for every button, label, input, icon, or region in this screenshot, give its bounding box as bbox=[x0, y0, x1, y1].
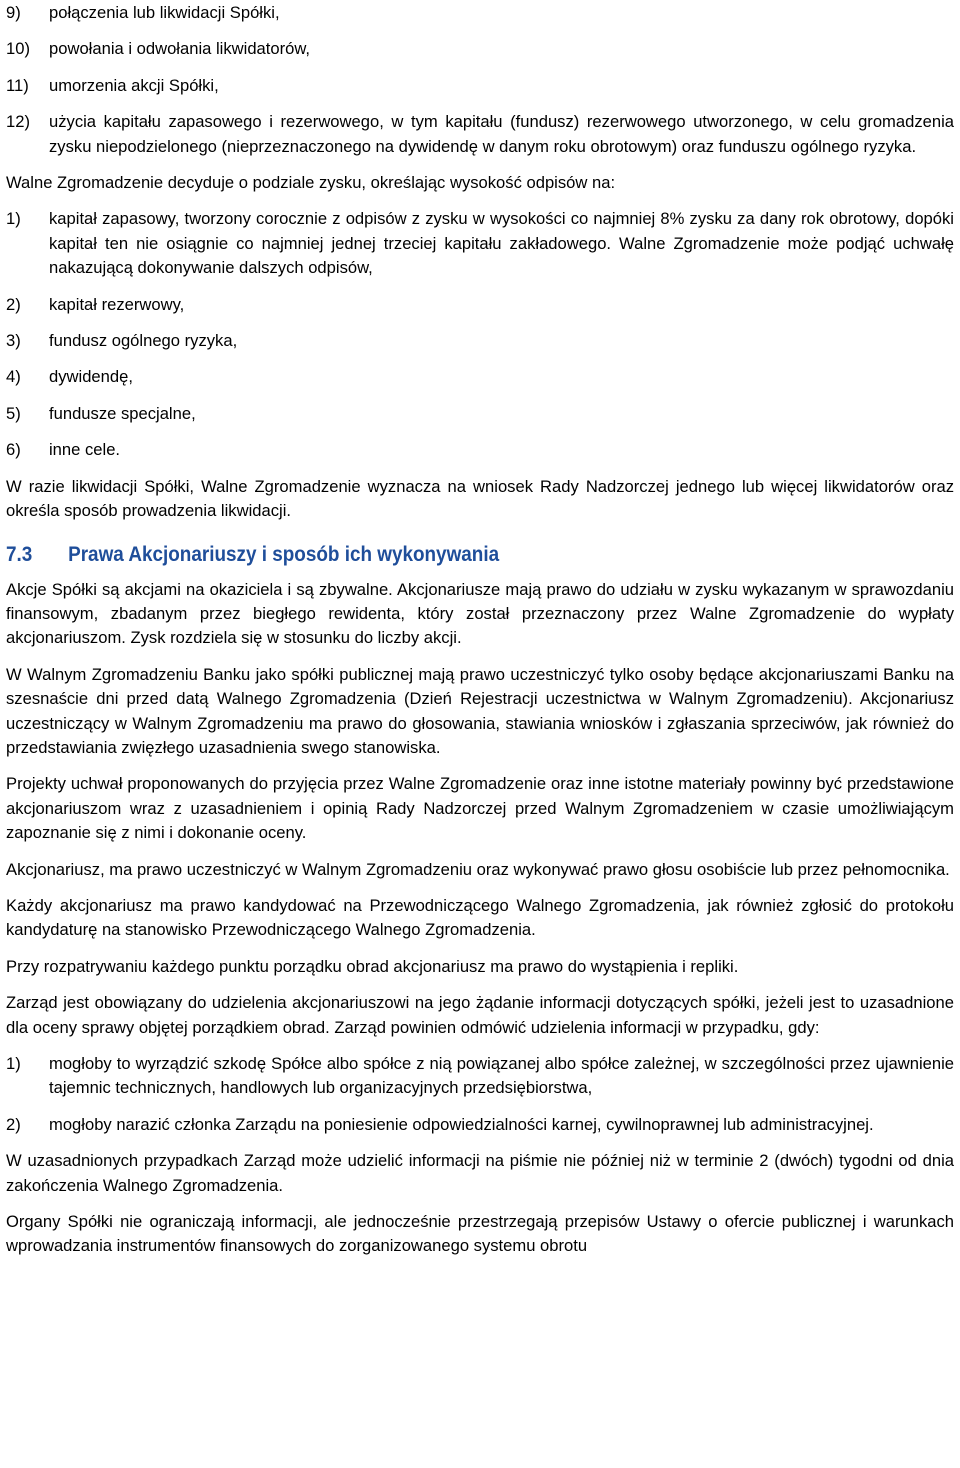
paragraph: Walne Zgromadzenie decyduje o podziale zysku, określając wysokość odpisów na: bbox=[6, 173, 616, 193]
list-item-text: mogłoby narazić członka Zarządu na poniesienie odpowiedzialności karnej, cywilnoprawnej lub administracyjnej. bbox=[49, 1114, 874, 1134]
list-item-number: 10) bbox=[6, 39, 30, 59]
list-item-text: mogłoby to wyrządzić szkodę Spółce albo spółce z nią powiązanej albo spółce zależnej, w szczególności przez ujawnienie tajemnic technicznych, handlowych lub organizacyjnych przedsiębiorstwa, bbox=[49, 1054, 954, 1098]
paragraph: Zarząd jest obowiązany do udzielenia akcjonariuszowi na jego żądanie informacji dotyczących spółki, jeżeli jest to uzasadnione dla oceny sprawy objętej porządkiem obrad. Zarząd powinien odmówić udzielenia informacji w przypadku, gdy: bbox=[6, 993, 954, 1037]
paragraph: Organy Spółki nie ograniczają informacji, ale jednocześnie przestrzegają przepisów Ustawy o ofercie publicznej i warunkach wprowadzania instrumentów finansowych do zorganizowanego systemu obrotu bbox=[6, 1212, 954, 1256]
paragraph: W uzasadnionych przypadkach Zarząd może udzielić informacji na piśmie nie później niż w terminie 2 (dwóch) tygodni od dnia zakończenia Walnego Zgromadzenia. bbox=[6, 1151, 954, 1195]
list-item-number: 11) bbox=[6, 75, 29, 95]
list-item-text: powołania i odwołania likwidatorów, bbox=[49, 39, 311, 59]
list-item bbox=[6, 293, 954, 317]
list-item bbox=[6, 74, 954, 98]
section-title: Prawa Akcjonariuszy i sposób ich wykonywania bbox=[68, 542, 500, 566]
list-item-text: użycia kapitału zapasowego i rezerwowego, w tym kapitału (fundusz) rezerwowego utworzonego, w celu gromadzenia zysku niepodzielonego (nieprzeznaczonego na dywidendę w danym roku obrotowym) oraz funduszu ogólnego ryzyka. bbox=[49, 112, 954, 156]
section-heading bbox=[6, 540, 859, 570]
list-item-number: 2) bbox=[6, 1114, 21, 1134]
list-item-number: 12) bbox=[6, 112, 30, 132]
paragraph: Akcjonariusz, ma prawo uczestniczyć w Walnym Zgromadzeniu oraz wykonywać prawo głosu osobiście lub przez pełnomocnika. bbox=[6, 859, 950, 879]
list-item-text: fundusze specjalne, bbox=[49, 403, 196, 423]
list-item bbox=[6, 329, 954, 353]
list-item-number: 1) bbox=[6, 1054, 21, 1073]
paragraph: Projekty uchwał proponowanych do przyjęcia przez Walne Zgromadzenie oraz inne istotne materiały powinny być przedstawione akcjonariuszom wraz z uzasadnieniem i opinią Rady Nadzorczej przed Walnym Zgromadzeniem w czasie umożliwiającym zapoznanie się z nimi i dokonanie oceny. bbox=[6, 774, 954, 843]
list-item bbox=[6, 37, 954, 61]
list-item-number: 3) bbox=[6, 331, 21, 351]
list-item bbox=[6, 1052, 954, 1101]
list-item bbox=[6, 365, 954, 389]
list-item bbox=[6, 1113, 954, 1137]
paragraph: W Walnym Zgromadzeniu Banku jako spółki publicznej mają prawo uczestniczyć tylko osoby będące akcjonariuszami Banku na szesnaście dni przed datą Walnego Zgromadzenia (Dzień Rejestracji uczestnictwa w Walnym Zgromadzeniu). Akcjonariusz uczestniczący w Walnym Zgromadzeniu ma prawo do głosowania, stawiania wniosków i zgłaszania sprzeciwów, jak również do przedstawiania zwięzłego uzasadnienia swego stanowiska. bbox=[6, 664, 954, 757]
list-item-number: 6) bbox=[6, 440, 21, 460]
list-item bbox=[6, 110, 954, 159]
paragraph: Przy rozpatrywaniu każdego punktu porządku obrad akcjonariusz ma prawo do wystąpienia i repliki. bbox=[6, 956, 739, 976]
list-item-text: dywidendę, bbox=[49, 367, 133, 387]
list-item-text: kapitał zapasowy, tworzony corocznie z odpisów z zysku w wysokości co najmniej 8% zysku za dany rok obrotowy, dopóki kapitał ten nie osiągnie co najmniej jednej trzeciej kapitału zakładowego. Walne Zgromadzenie może podjąć uchwałę nakazującą dokonywanie dalszych odpisów, bbox=[49, 209, 954, 278]
list-item-number: 1) bbox=[6, 209, 21, 229]
list-item-number: 9) bbox=[6, 3, 21, 22]
list-item-text: połączenia lub likwidacji Spółki, bbox=[49, 3, 280, 22]
list-item-text: inne cele. bbox=[49, 440, 121, 460]
paragraph: Każdy akcjonariusz ma prawo kandydować na Przewodniczącego Walnego Zgromadzenia, jak również zgłosić do protokołu kandydaturę na stanowisko Przewodniczącego Walnego Zgromadzenia. bbox=[6, 895, 954, 940]
document-page bbox=[0, 1, 960, 1259]
list-item bbox=[6, 402, 954, 426]
list-item bbox=[6, 438, 954, 462]
paragraph: W razie likwidacji Spółki, Walne Zgromadzenie wyznacza na wniosek Rady Nadzorczej jednego lub więcej likwidatorów oraz określa sposób prowadzenia likwidacji. bbox=[6, 476, 954, 521]
list-item-number: 2) bbox=[6, 294, 21, 314]
list-item-number: 5) bbox=[6, 403, 21, 423]
list-item-text: kapitał rezerwowy, bbox=[49, 294, 185, 314]
list-item-text: fundusz ogólnego ryzyka, bbox=[49, 331, 238, 351]
list-item bbox=[6, 207, 954, 280]
paragraph: Akcje Spółki są akcjami na okaziciela i są zbywalne. Akcjonariusze mają prawo do udziału w zysku wykazanym w sprawozdaniu finansowym, zbadanym przez biegłego rewidenta, który został przeznaczony przez Walne Zgromadzenie do wypłaty akcjonariuszom. Zysk rozdziela się w stosunku do liczby akcji. bbox=[6, 579, 954, 648]
list-item bbox=[6, 1, 954, 25]
section-number: 7.3 bbox=[6, 542, 33, 566]
list-item-number: 4) bbox=[6, 367, 21, 387]
list-item-text: umorzenia akcji Spółki, bbox=[49, 75, 219, 95]
